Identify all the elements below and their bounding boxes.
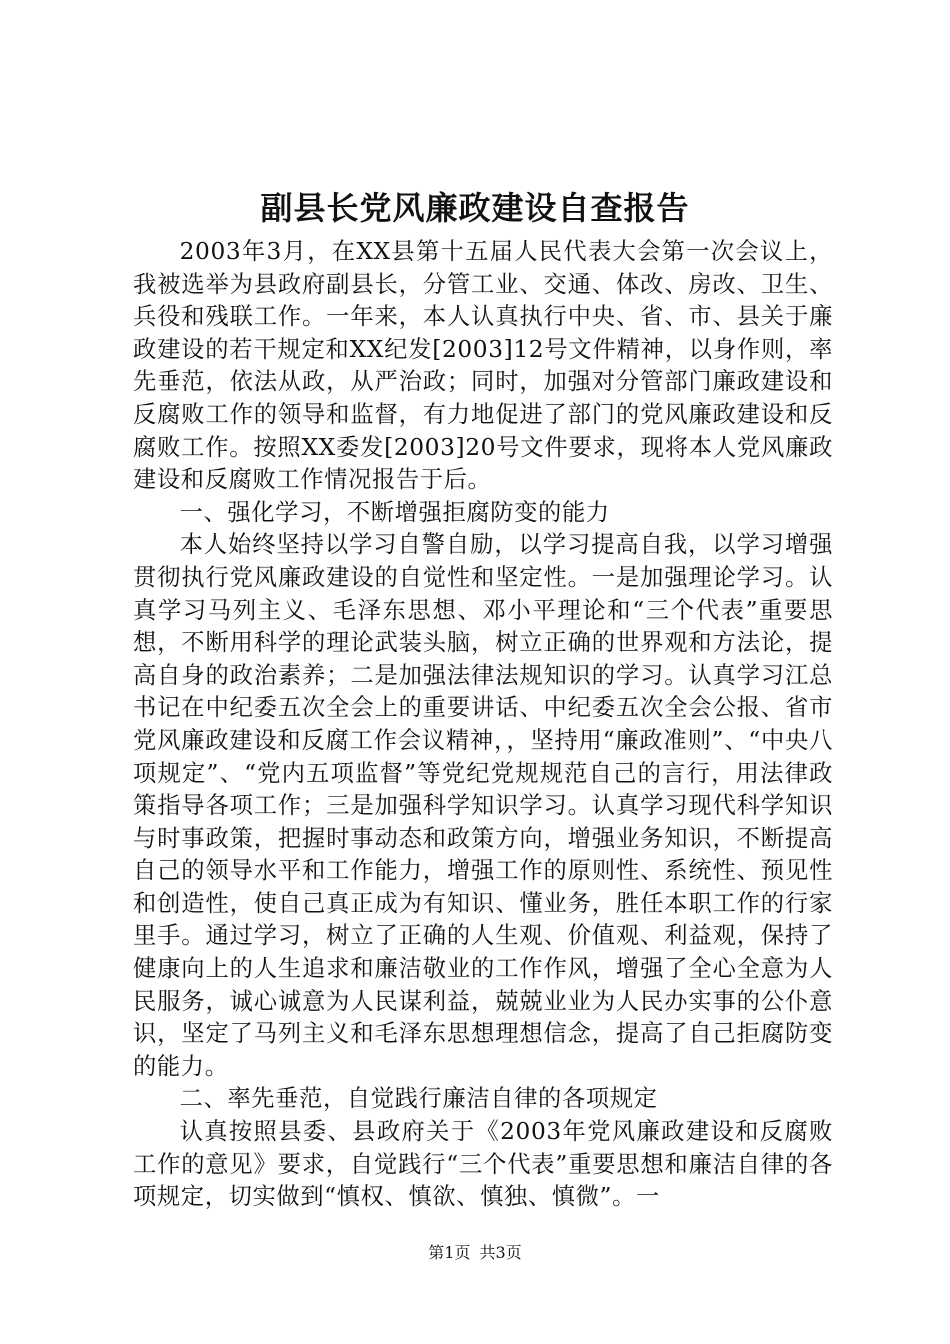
paragraph-section-2: 认真按照县委、县政府关于《2003年党风廉政建设和反腐败工作的意见》要求，自觉践行“三个代表”重要思想和廉洁自律的各项规定，切实做到“慎权、慎欲、慎独、慎微”。一 — [133, 1118, 833, 1211]
page-number: 第1页 — [428, 1243, 471, 1262]
paragraph-section-1: 本人始终坚持以学习自警自励，以学习提高自我，以学习增强贯彻执行党风廉政建设的自觉性和坚定性。一是加强理论学习。认真学习马列主义、毛泽东思想、邓小平理论和“三个代表”重要思想，不断用科学的理论武装头脑，树立正确的世界观和方法论，提高自身的政治素养；二是加强法律法规知识的学习。认真学习江总书记在中纪委五次全会上的重要讲话、中纪委五次全会公报、省市党风廉政建设和反腐工作会议精神，，坚持用“廉政准则”、“中央八项规定”、“党内五项监督”等党纪党规规范自己的言行，用法律政策指导各项工作；三是加强科学知识学习。认真学习现代科学知识与时事政策，把握时事动态和政策方向，增强业务知识，不断提高自己的领导水平和工作能力，增强工作的原则性、系统性、预见性和创造性，使自己真正成为有知识、懂业务，胜任本职工作的行家里手。通过学习，树立了正确的人生观、价值观、利益观，保持了健康向上的人生追求和廉洁敬业的工作作风，增强了全心全意为人民服务，诚心诚意为人民谋利益，兢兢业业为人民办实事的公仆意识，坚定了马列主义和毛泽东思想理想信念，提高了自己拒腐防变的能力。 — [133, 531, 833, 1080]
section-heading-1: 一、强化学习，不断增强拒腐防变的能力 — [179, 498, 610, 526]
page-footer — [0, 1242, 950, 1264]
document-title: 副县长党风廉政建设自查报告 — [260, 189, 690, 227]
paragraph-intro: 2003年3月，在XX县第十五届人民代表大会第一次会议上，我被选举为县政府副县长，分管工业、交通、体改、房改、卫生、兵役和残联工作。一年来，本人认真执行中央、省、市、县关于廉政建设的若干规定和XX纪发[2003]12号文件精神，以身作则，率先垂范，依法从政，从严治政；同时，加强对分管部门廉政建设和反腐败工作的领导和监督，有力地促进了部门的党风廉政建设和反腐败工作。按照XX委发[2003]20号文件要求，现将本人党风廉政建设和反腐败工作情况报告于后。 — [133, 238, 833, 494]
page-total: 共3页 — [479, 1243, 522, 1262]
document-body — [133, 236, 833, 1214]
section-heading-2: 二、率先垂范，自觉践行廉洁自律的各项规定 — [179, 1085, 658, 1113]
